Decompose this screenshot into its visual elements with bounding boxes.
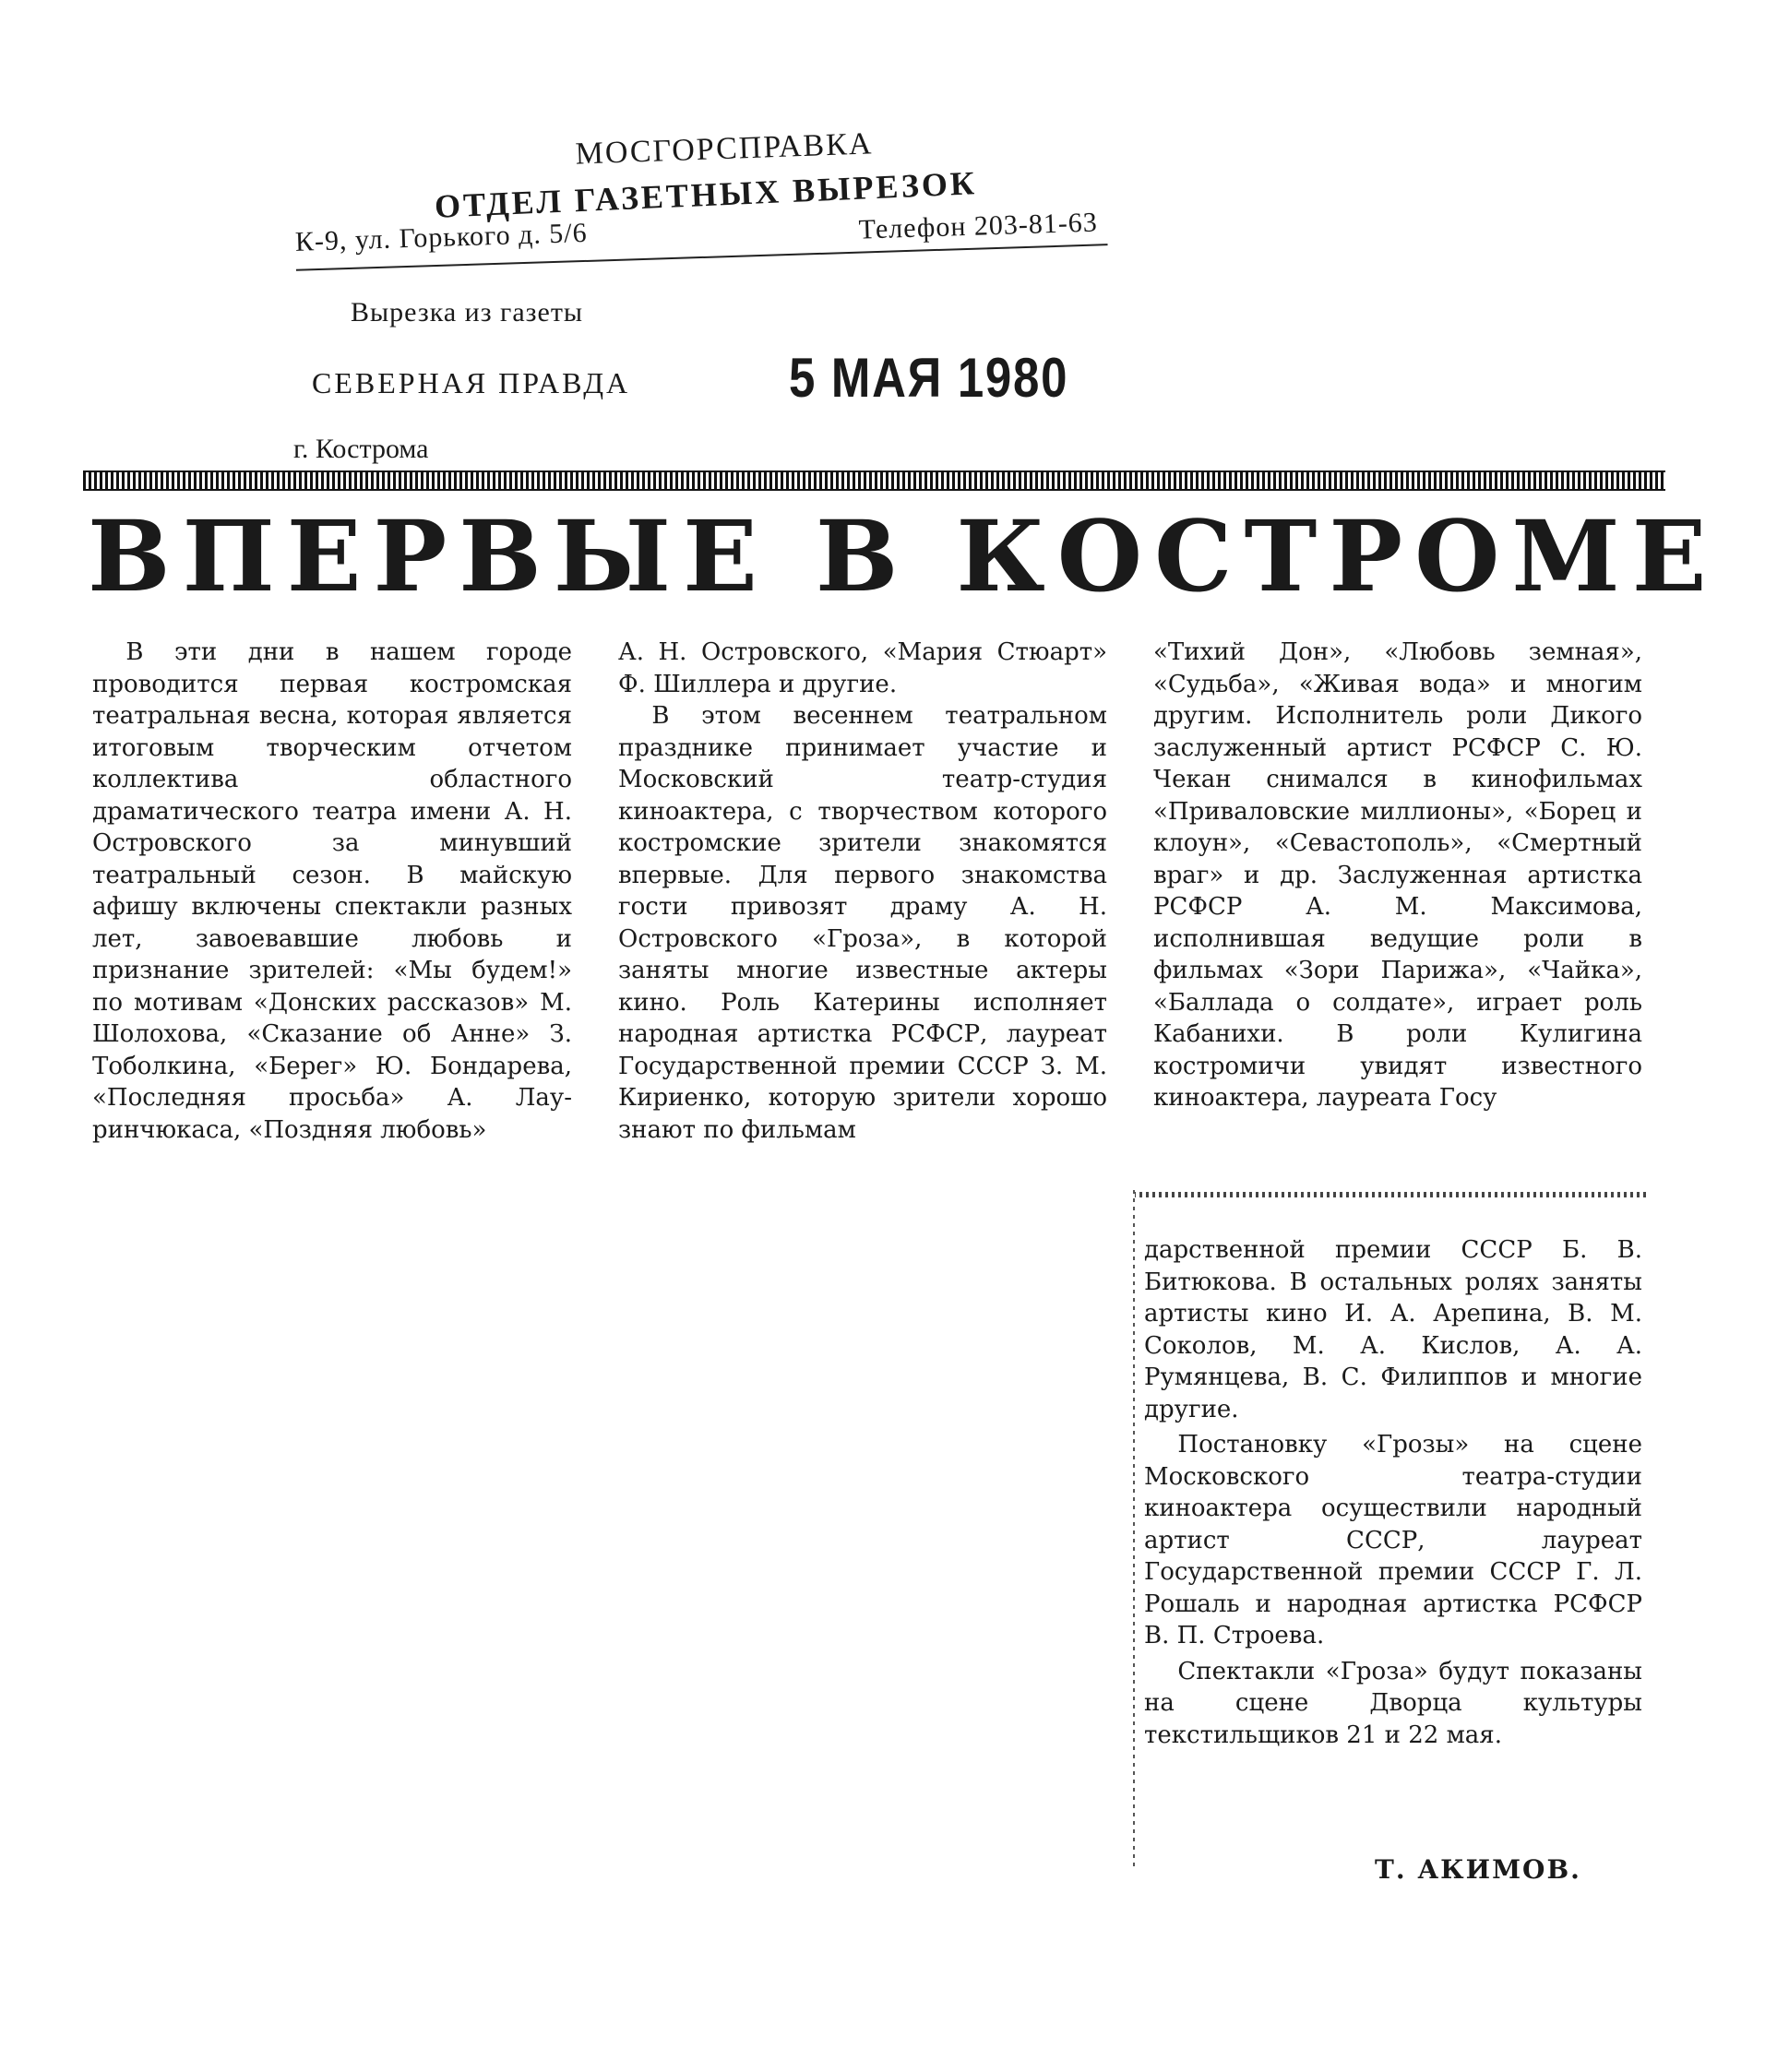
column-4-paragraph-3: Спектакли «Гроза» будут показаны на сцене Дворца культуры текстильщиков 21 и 22 мая.: [1144, 1657, 1642, 1749]
agency-address: К-9, ул. Горького д. 5/6: [294, 217, 589, 257]
article-column-1: [92, 637, 572, 1146]
column-divider: [1133, 1190, 1135, 1868]
column-2-continuation: А. Н. Островского, «Мария Стюарт» Ф. Шиллера и другие.: [618, 638, 1107, 698]
column-1-text: В эти дни в нашем городе проводится первая костромская театральная весна, которая является итоговым творческим отчетом коллектива областного драматического театра имени А. Н. Островского за минувший театральный сезон. В майскую афишу включены спектакли разных лет, завоевавшие любовь и признание зрителей: «Мы будем!» по мотивам «Донских рассказов» М. Шолохова, «Сказание об Анне» З. Тоболкина, «Берег» Ю. Бондарева, «Последняя просьба» А. Лауринчюкаса, «Поздняя любовь»: [92, 638, 572, 1144]
column-4-top-rule: [1133, 1192, 1650, 1197]
column-4-paragraph-2: Постановку «Грозы» на сцене Московского театра-студии киноактера осуществили народный артист СССР, лауреат Государственной премии СССР Г. Л. Рошаль и народная артистка РСФСР В. П. Строева.: [1144, 1431, 1642, 1649]
article-author: Т. АКИМОВ.: [1375, 1854, 1581, 1885]
column-4-continuation: дарственной премии СССР Б. В. Битюкова. В остальных ролях заняты артисты кино И. А. Арепина, В. М. Соколов, М. А. Кислов, А. А. Румянцева, В. С. Филиппов и многие другие.: [1144, 1236, 1642, 1423]
newspaper-name: СЕВЕРНАЯ ПРАВДА: [312, 366, 631, 399]
column-2-paragraph: В этом весеннем театральном празднике принимает участие и Московский театр-студия киноактера, с творчеством которого костромские зрители знакомятся впервые. Для первого знакомства гости привозят драму А. Н. Островского «Гроза», в которой заняты многие известные актеры кино. Роль Катерины исполняет народная артистка РСФСР, лауреат Государственной премии СССР З. М. Кириенко, которую зрители хорошо знают по фильмам: [618, 702, 1107, 1144]
article-column-3: [1153, 637, 1642, 1114]
article-headline: ВПЕРВЫЕ В КОСТРОМЕ: [88, 498, 1719, 613]
column-3-text: «Тихий Дон», «Любовь земная», «Судьба», «Живая вода» и многим другим. Исполнитель роли Дикого заслуженный артист РСФСР С. Ю. Чекан снимался в кинофильмах «Приваловские миллионы», «Борец и клоун», «Севастополь», «Смертный враг» и др. Заслуженная артистка РСФСР А. М. Максимова, исполнившая ведущие роли в фильмах «Зори Парижа», «Чайка», «Баллада о солдате», играет роль Кабанихи. В роли Кулигина костромичи увидят известного киноактера, лауреата Госу: [1153, 638, 1642, 1112]
article-column-4: [1144, 1234, 1642, 1751]
agency-name: МОСГОРСПРАВКА: [575, 126, 874, 172]
article-column-2: [618, 637, 1107, 1146]
header-rule: [83, 470, 1665, 491]
date-stamp: 5 МАЯ 1980: [789, 347, 1069, 409]
newspaper-city: г. Кострома: [293, 434, 429, 464]
department-name: ОТДЕЛ ГАЗЕТНЫХ ВЫРЕЗОК: [434, 164, 978, 225]
clipping-label: Вырезка из газеты: [351, 297, 584, 327]
agency-phone: Телефон 203-81-63: [858, 207, 1099, 245]
